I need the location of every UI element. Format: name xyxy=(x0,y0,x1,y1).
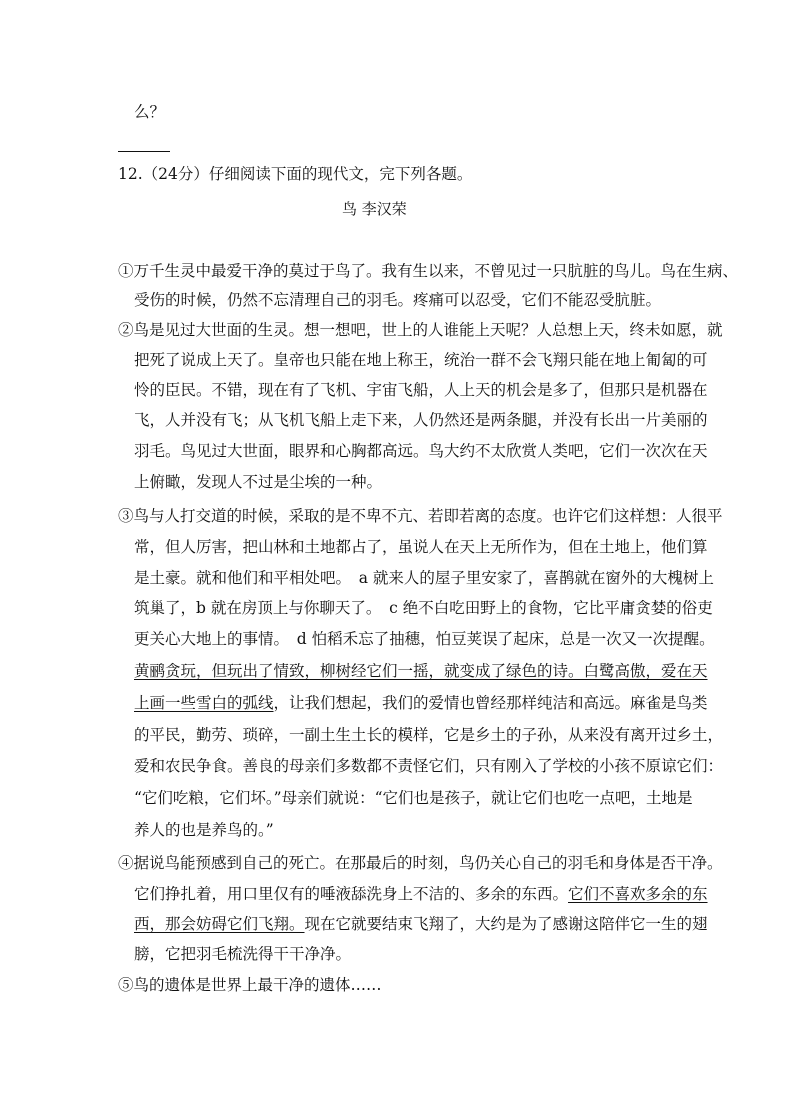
paragraph-2-line-1: ②鸟是见过大世面的生灵。想一想吧，世上的人谁能上天呢？人总想上天，终未如愿，就 xyxy=(118,321,723,339)
article-title: 鸟 李汉荣 xyxy=(342,200,407,218)
paragraph-4-line-2-start: 它们挣扎着，用口里仅有的唾液舔洗身上不洁的、多余的东西。 xyxy=(134,885,569,903)
paragraph-4-line-3 xyxy=(134,914,708,934)
underlined-sentence-2: 它们不喜欢多余的东 xyxy=(568,885,708,903)
paragraph-3-line-1: ③鸟与人打交道的时候，采取的是不卑不亢、若即若离的态度。也许它们这样想：人很平 xyxy=(118,507,723,525)
underlined-sentence-1: 黄鹂贪玩，但玩出了情致，柳树经它们一摇，就变成了绿色的诗。白鹭高傲，爱在天 xyxy=(134,662,708,680)
paragraph-4-line-2 xyxy=(134,884,708,904)
paragraph-5-line-1: ⑤鸟的遗体是世界上最干净的遗体…… xyxy=(118,976,382,994)
paragraph-3-line-7-rest: ，让我们想起，我们的爱情也曾经那样纯洁和高远。麻雀是鸟类 xyxy=(273,694,708,712)
previous-question-tail: 么？ xyxy=(134,103,166,121)
question-header: 12.（24分）仔细阅读下面的现代文，完下列各题。 xyxy=(118,165,473,183)
underlined-sentence-1-end: 上画一些雪白的弧线 xyxy=(134,694,274,712)
paragraph-3-line-9: 爱和农民争食。善良的母亲们多数都不责怪它们，只有刚入了学校的小孩不原谅它们： xyxy=(134,757,724,775)
paragraph-3-line-5: 更关心大地上的事情。 d 怕稻禾忘了抽穗，怕豆荚误了起床，总是一次又一次提醒。 xyxy=(134,630,715,648)
paragraph-2-line-3: 怜的臣民。不错，现在有了飞机、宇宙飞船，人上天的机会是多了，但那只是机器在 xyxy=(134,381,708,399)
paragraph-3-line-10: “它们吃粮，它们坏。”母亲们就说：“它们也是孩子，就让它们也吃一点吧，土地是 xyxy=(134,789,693,807)
paragraph-3-line-4: 筑巢了，b 就在房顶上与你聊天了。 c 绝不白吃田野上的食物，它比平庸贪婪的俗吏 xyxy=(134,599,713,617)
paragraph-3-line-8: 的平民，勤劳、琐碎，一副土生土长的模样，它是乡土的子孙，从来没有离开过乡土， xyxy=(134,726,724,744)
paragraph-4-line-4: 膀，它把羽毛梳洗得干干净净。 xyxy=(134,945,352,963)
paragraph-3-line-2: 常，但人厉害，把山林和土地都占了，虽说人在天上无所作为，但在土地上，他们算 xyxy=(134,538,708,556)
paragraph-2-line-6: 上俯瞰，发现人不过是尘埃的一种。 xyxy=(134,473,383,491)
answer-blank-line xyxy=(118,151,170,152)
underlined-sentence-2-end: 西，那会妨碍它们飞翔。 xyxy=(134,915,305,933)
paragraph-4-line-1: ④据说鸟能预感到自己的死亡。在那最后的时刻，鸟仍关心自己的羽毛和身体是否干净。 xyxy=(118,854,723,872)
paragraph-3-line-7 xyxy=(134,693,708,713)
paragraph-1-line-2: 受伤的时候，仍然不忘清理自己的羽毛。疼痛可以忍受，它们不能忍受肮脏。 xyxy=(134,291,662,309)
paragraph-2-line-5: 羽毛。鸟见过大世面，眼界和心胸都高远。鸟大约不太欣赏人类吧，它们一次次在天 xyxy=(134,442,708,460)
paragraph-3-line-3: 是土豪。就和他们和平相处吧。 a 就来人的屋子里安家了，喜鹊就在窗外的大槐树上 xyxy=(134,569,714,587)
paragraph-2-line-4: 飞，人并没有飞；从飞机飞船上走下来，人仍然还是两条腿，并没有长出一片美丽的 xyxy=(134,411,708,429)
paragraph-3-line-11: 养人的也是养鸟的。” xyxy=(134,821,274,839)
paragraph-4-line-3-rest: 现在它就要结束飞翔了，大约是为了感谢这陪伴它一生的翅 xyxy=(304,915,708,933)
paragraph-2-line-2: 把死了说成上天了。皇帝也只能在地上称王，统治一群不会飞翔只能在地上匍匐的可 xyxy=(134,351,708,369)
paragraph-1-line-1: ①万千生灵中最爱干净的莫过于鸟了。我有生以来，不曾见过一只肮脏的鸟儿。鸟在生病、 xyxy=(118,262,739,280)
